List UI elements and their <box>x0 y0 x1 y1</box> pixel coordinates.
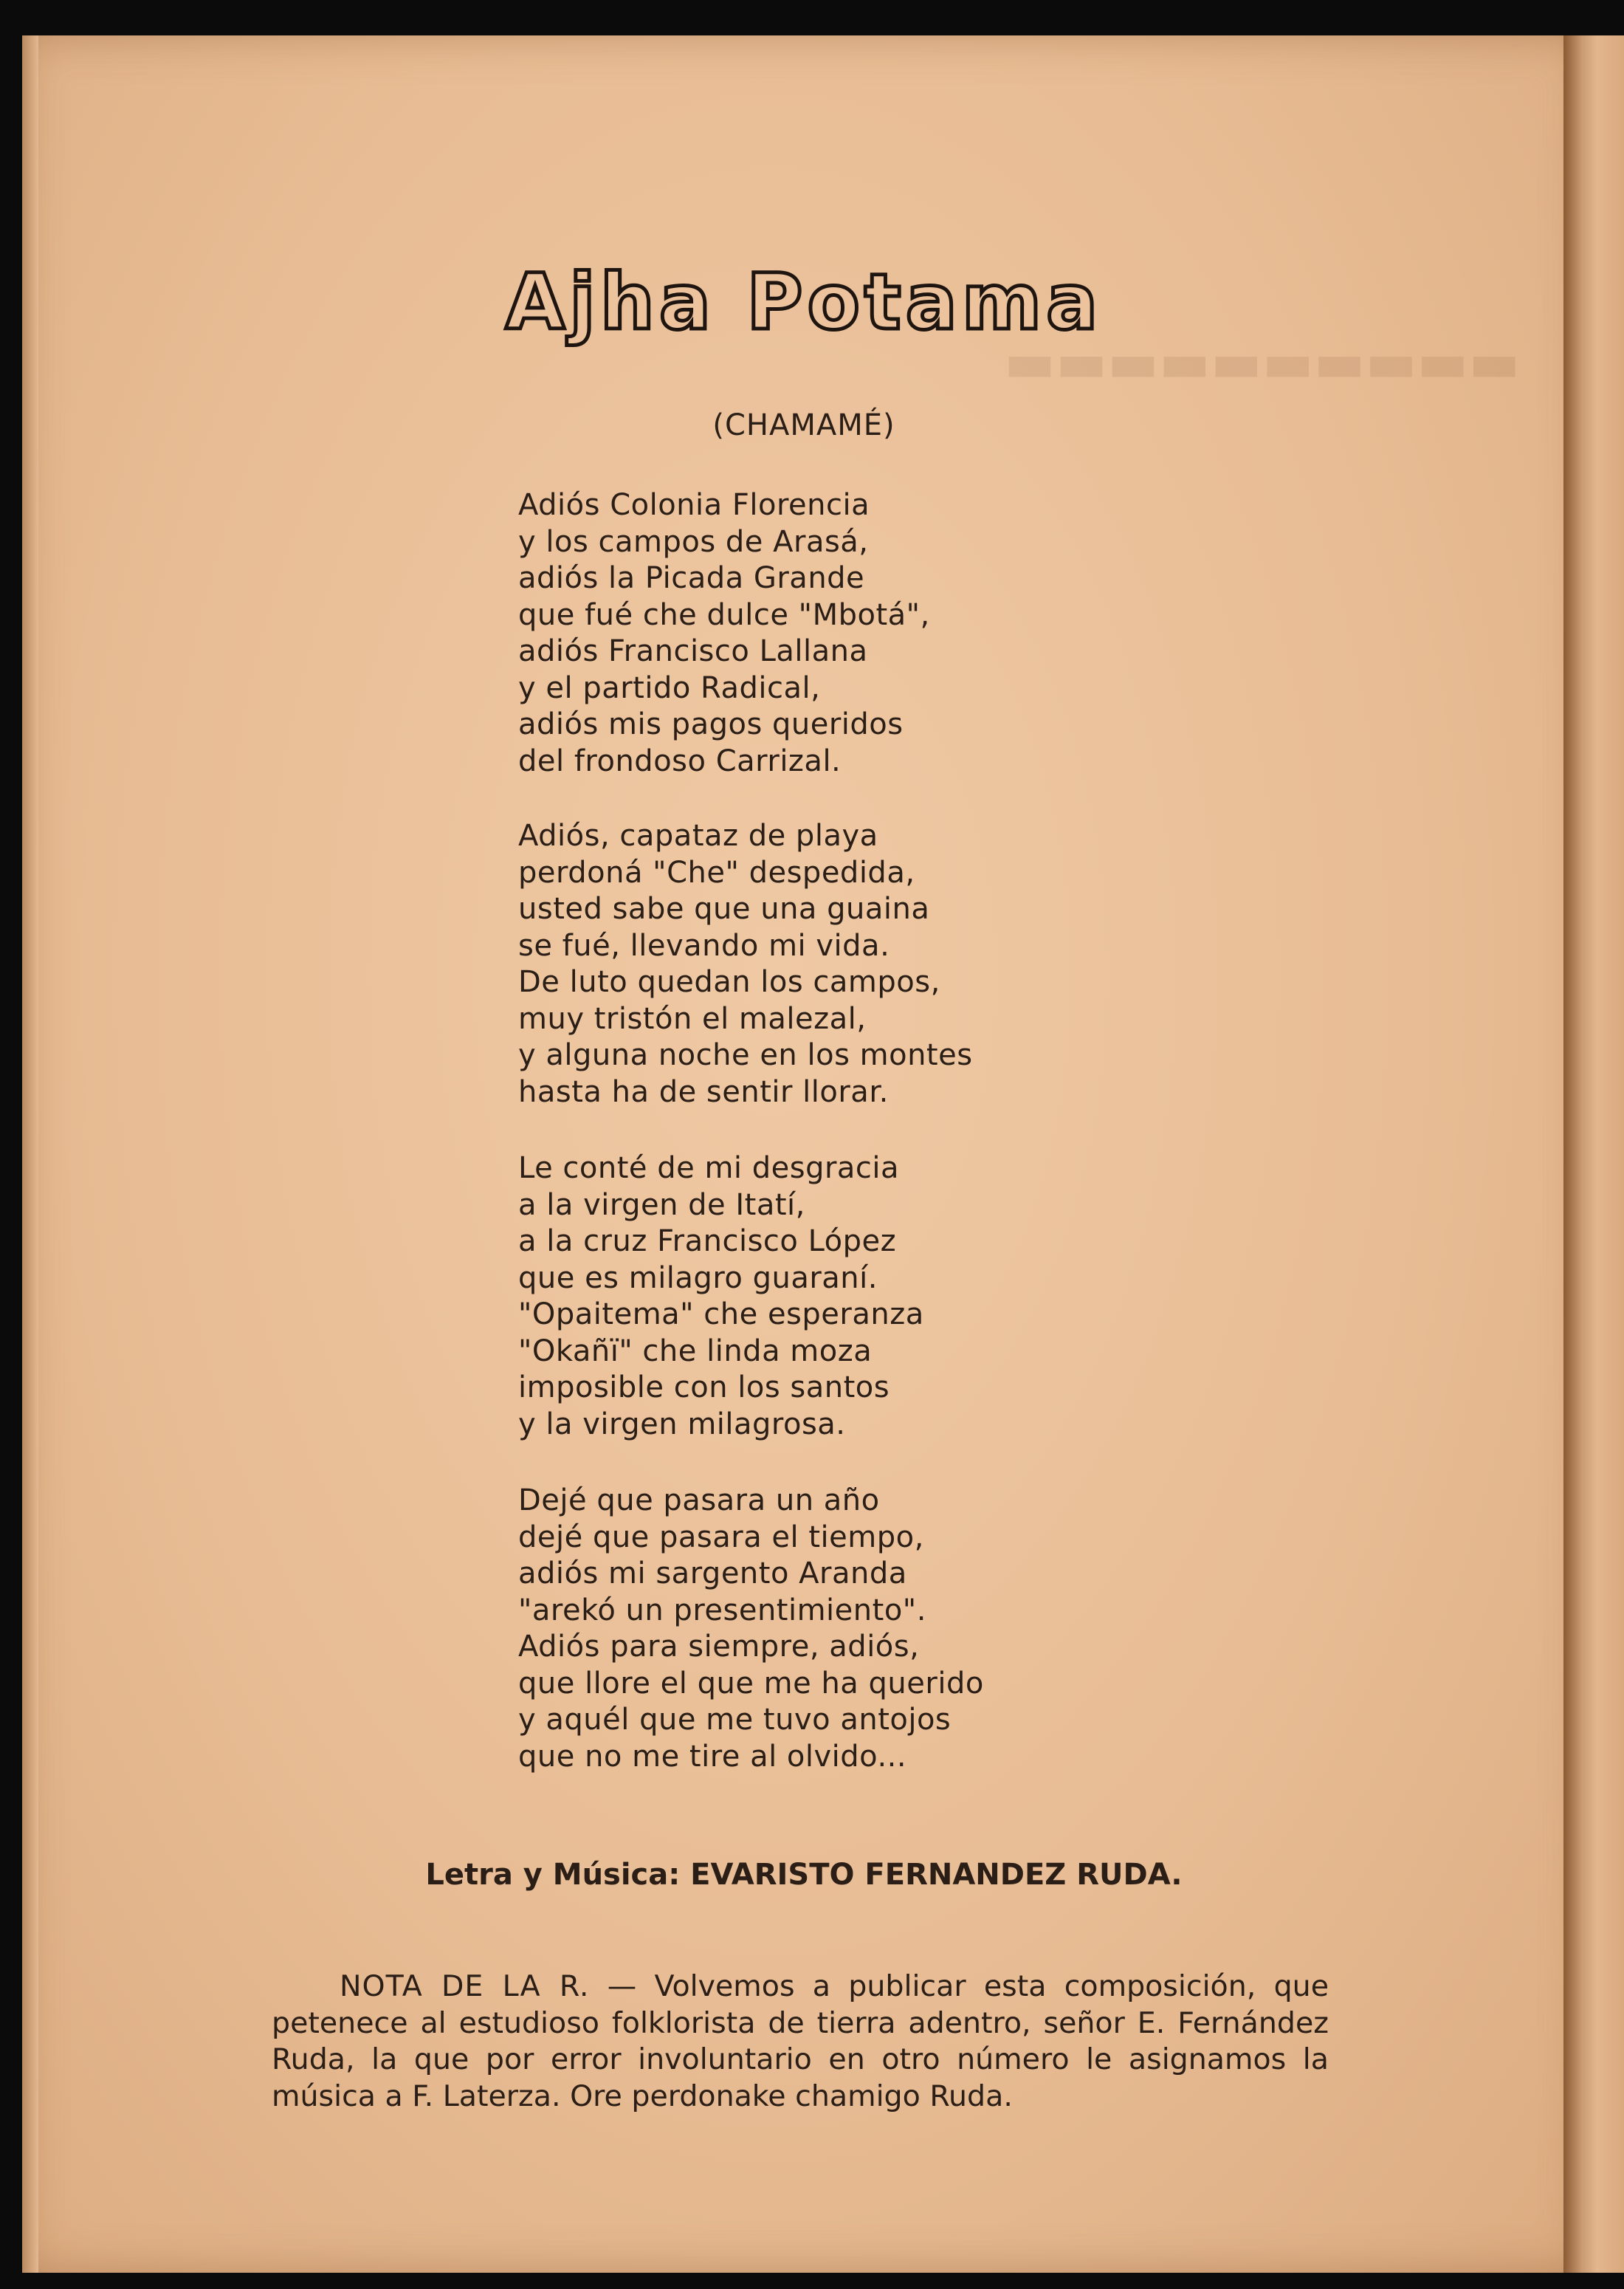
verse-line: adiós Francisco Lallana <box>518 634 868 668</box>
verse-line: y el partido Radical, <box>518 670 821 705</box>
verse-line: a la cruz Francisco López <box>518 1224 897 1258</box>
verse-line: que es milagro guaraní. <box>518 1260 878 1295</box>
verse-line: a la virgen de Itatí, <box>518 1187 805 1222</box>
song-title: Ajha Potama <box>505 257 1103 347</box>
book-gutter <box>1563 35 1624 2273</box>
bleed-through-decoration: ▬▬▬▬▬▬▬▬▬▬ <box>1004 331 1521 394</box>
verse-line: adiós mis pagos queridos <box>518 707 904 741</box>
verse-line: adiós mi sargento Aranda <box>518 1557 907 1590</box>
verse-line: hasta ha de sentir llorar. <box>518 1074 889 1109</box>
stanza-3 <box>518 1150 1183 1443</box>
verse-line: Dejé que pasara un año <box>518 1483 880 1517</box>
verse-line: y la virgen milagrosa. <box>518 1407 846 1441</box>
editor-note-heading: NOTA DE LA R. <box>340 1969 590 2003</box>
verse-line: "Okañï" che linda moza <box>518 1334 873 1368</box>
verse-line: Le conté de mi desgracia <box>518 1151 900 1185</box>
verse-line: Adiós, capataz de playa <box>518 819 878 853</box>
verse-line: usted sabe que una guaina <box>518 892 930 926</box>
verse-line: y aquél que me tuvo antojos <box>518 1703 952 1737</box>
verse-line: que fué che dulce "Mbotá", <box>518 597 930 632</box>
verse-line: adiós la Picada Grande <box>518 561 865 595</box>
page-edge <box>22 35 38 2273</box>
verse-line: y los campos de Arasá, <box>518 524 869 559</box>
verse-line: del frondoso Carrizal. <box>518 744 842 778</box>
verse-line: perdoná "Che" despedida, <box>518 855 915 890</box>
verse-line: "arekó un presentimiento". <box>518 1593 926 1627</box>
verse-line: y alguna noche en los montes <box>518 1038 973 1072</box>
verse-line: que llore el que me ha querido <box>518 1666 984 1701</box>
stanza-2 <box>518 818 1183 1111</box>
verse-line: muy tristón el malezal, <box>518 1001 867 1036</box>
verse-line: "Opaitema" che esperanza <box>518 1297 924 1331</box>
stanza-1 <box>518 487 1183 780</box>
stanza-4 <box>518 1483 1183 1775</box>
verse-line: dejé que pasara el tiempo, <box>518 1520 924 1554</box>
verse-line: De luto quedan los campos, <box>518 965 940 999</box>
song-genre: (CHAMAMÉ) <box>712 408 895 442</box>
verse-line: imposible con los santos <box>518 1370 890 1404</box>
verse-line: Adiós para siempre, adiós, <box>518 1630 920 1664</box>
song-credit: Letra y Música: EVARISTO FERNANDEZ RUDA. <box>425 1858 1183 1892</box>
editor-note-text: — Volvemos a publicar esta composición, que petenece al estudioso folklorista de tierra adentro, señor E. Fernández Ruda, la que por error involuntario en otro número le asignamos la música a F. Laterza. Ore perdonake chamigo Ruda. <box>272 1969 1329 2113</box>
verse-line: Adiós Colonia Florencia <box>518 488 870 522</box>
editor-note <box>272 1969 1329 2115</box>
verse-line: que no me tire al olvido... <box>518 1739 907 1774</box>
verse-line: se fué, llevando mi vida. <box>518 928 890 963</box>
document-page <box>22 35 1586 2273</box>
